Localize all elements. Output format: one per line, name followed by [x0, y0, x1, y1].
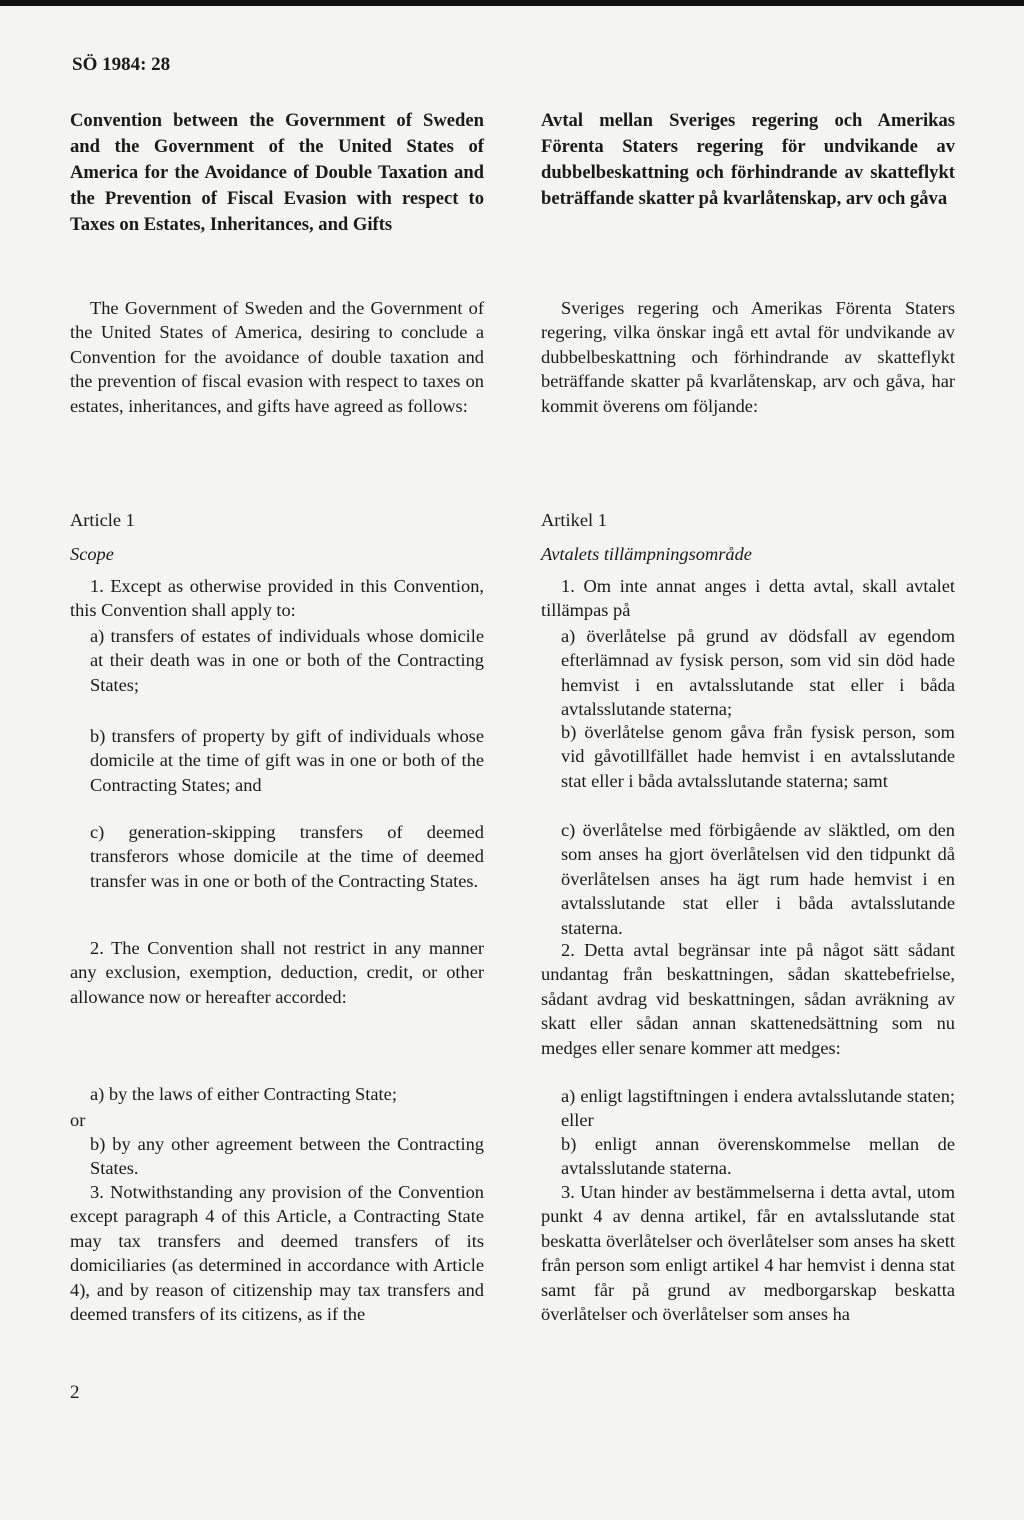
paragraph-1a-sv: a) överlåtelse på grund av dödsfall av egendom efterlämnad av fysisk person, som vid sin död hade hemvist i en avtalsslutande stat eller i båda avtalsslutande staterna;	[561, 626, 955, 720]
page-number: 2	[70, 1382, 80, 1403]
paragraph-1a-en: a) transfers of estates of individuals whose domicile at their death was in one or both of the Contracting States;	[90, 626, 484, 695]
convention-title-sv: Avtal mellan Sveriges regering och Amerikas Förenta Staters regering för undvikande av dubbelbeskattning och förhindrande av skatteflykt beträffande skatter på kvarlåtenskap, arv och gåva	[541, 110, 955, 209]
paragraph-2-en: 2. The Convention shall not restrict in any manner any exclusion, exemption, deduction, credit, or other allowance now or hereafter accorded:	[70, 938, 484, 1007]
paragraph-3-en: 3. Notwithstanding any provision of the Convention except paragraph 4 of this Article, a Contracting State may tax transfers and deemed transfers of its domiciliaries (as determined in accordance with Article 4), and by reason of citizenship may tax transfers and deemed transfers of its citizens, as if the	[70, 1182, 484, 1325]
paragraph-1b-en: b) transfers of property by gift of individuals whose domicile at the time of gift was in one or both of the Contracting States; and	[90, 726, 484, 795]
article-label-sv: Artikel 1	[541, 510, 607, 530]
document-id: SÖ 1984: 28	[72, 54, 171, 75]
paragraph-1c-sv: c) överlåtelse med förbigående av släktled, om den som anses ha gjort överlåtelsen vid den tidpunkt då överlåtelsen anses ha ägt rum hade hemvist i en avtalsslutande stat eller i båda avtalsslutande staterna.	[561, 820, 955, 938]
paragraph-2-sv: 2. Detta avtal begränsar inte på något sätt sådant undantag från beskattningen, sådan skattebefrielse, sådant avdrag vid beskattningen, sådan avräkning av skatt eller sådan annan skattenedsättning som nu medges eller senare kommer att medges:	[541, 940, 955, 1058]
article-title-sv: Avtalets tillämpningsområde	[541, 544, 752, 564]
paragraph-2b-en: b) by any other agreement between the Contracting States.	[90, 1134, 484, 1179]
paragraph-1-sv: 1. Om inte annat anges i detta avtal, skall avtalet tillämpas på	[541, 576, 955, 621]
convention-title-en: Convention between the Government of Sweden and the Government of the United States of America for the Avoidance of Double Taxation and the Prevention of Fiscal Evasion with respect to Taxes on Estates, Inheritances, and Gifts	[70, 110, 484, 235]
paragraph-1-en: 1. Except as otherwise provided in this Convention, this Convention shall apply to:	[70, 576, 484, 621]
paragraph-2b-sv: b) enligt annan överenskommelse mellan de avtalsslutande staterna.	[561, 1134, 955, 1179]
paragraph-1c-en: c) generation-skipping transfers of deemed transferors whose domicile at the time of deemed transfer was in one or both of the Contracting States.	[90, 822, 484, 891]
paragraph-2a-or-en: or	[70, 1110, 86, 1130]
paragraph-2a-sv: a) enligt lagstiftningen i endera avtalsslutande staten; eller	[561, 1086, 955, 1131]
preamble-en: The Government of Sweden and the Government of the United States of America, desiring to conclude a Convention for the avoidance of double taxation and the prevention of fiscal evasion with respect to taxes on estates, inheritances, and gifts have agreed as follows:	[70, 298, 484, 416]
article-label-en: Article 1	[70, 510, 135, 530]
paragraph-3-sv: 3. Utan hinder av bestämmelserna i detta avtal, utom punkt 4 av denna artikel, får en avtalsslutande stat beskatta överlåtelser och överlåtelser som anses ha skett från person som enligt artikel 4 har hemvist i denna stat samt får på grund av medborgarskap beskatta överlåtelser och överlåtelser som anses ha	[541, 1182, 955, 1325]
preamble-sv: Sveriges regering och Amerikas Förenta Staters regering, vilka önskar ingå ett avtal för undvikande av dubbelbeskattning och förhindrande av skatteflykt beträffande skatter på kvarlåtenskap, arv och gåva, har kommit överens om följande:	[541, 298, 955, 416]
paragraph-2a-en: a) by the laws of either Contracting State;	[90, 1084, 397, 1104]
paragraph-1b-sv: b) överlåtelse genom gåva från fysisk person, som vid gåvotillfället hade hemvist i en avtalsslutande stat eller i båda avtalsslutande staterna; samt	[561, 722, 955, 791]
article-title-en: Scope	[70, 544, 114, 564]
top-border-line	[0, 0, 1024, 6]
